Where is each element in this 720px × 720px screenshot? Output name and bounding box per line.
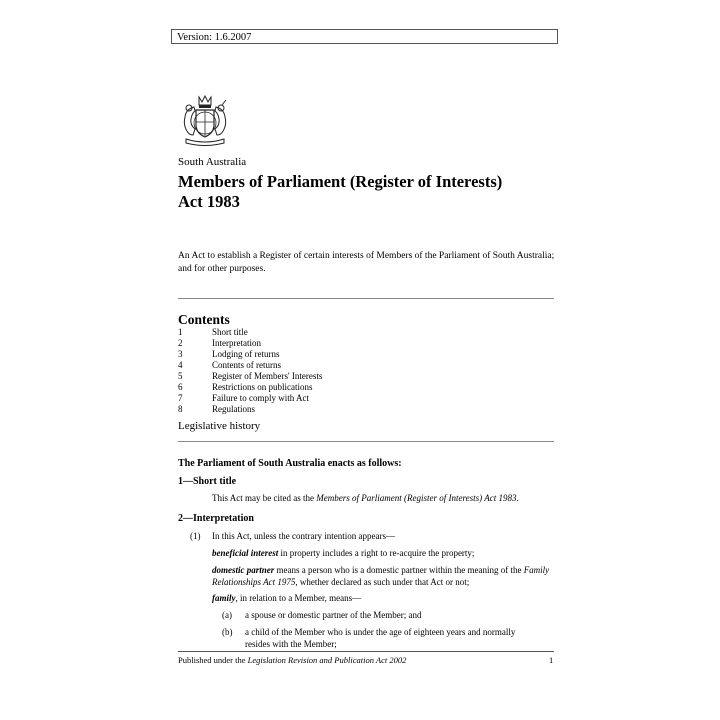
definition-beneficial-interest [212, 548, 557, 560]
definition-term: family [212, 593, 236, 603]
paragraph-b-number: (b) [222, 627, 233, 637]
enacting-formula: The Parliament of South Australia enacts as follows: [178, 458, 402, 469]
act-title-line1: Members of Parliament (Register of Interests) [178, 172, 503, 191]
toc-item[interactable] [178, 360, 478, 371]
toc-item-label: Failure to comply with Act [212, 393, 309, 403]
long-title: An Act to establish a Register of certain interests of Members of the Parliament of South Australia; and for other purposes. [178, 251, 555, 274]
section-1-heading: 1—Short title [178, 476, 237, 487]
definition-act-name: Family Relationships Act 1975 [212, 565, 550, 587]
jurisdiction: South Australia [178, 156, 247, 168]
toc-item[interactable] [178, 393, 478, 404]
toc-item-number: 7 [178, 393, 183, 403]
section-1-text [212, 493, 557, 505]
toc-item[interactable] [178, 349, 478, 360]
section-2-intro: In this Act, unless the contrary intention appears— [212, 531, 395, 541]
toc-item-label: Short title [212, 327, 248, 337]
paragraph-b-line1: a child of the Member who is under the age of eighteen years and normally [245, 627, 516, 637]
definition-text-2: , whether declared as such under that Act or not; [295, 576, 470, 587]
definition-term: domestic partner [212, 565, 275, 575]
toc-item[interactable] [178, 382, 478, 393]
definition-term: beneficial interest [212, 548, 279, 558]
version-box [171, 29, 558, 44]
paragraph-b-line2: resides with the Member; [245, 638, 337, 649]
toc-item[interactable] [178, 338, 478, 349]
toc-item-label: Regulations [212, 404, 255, 414]
contents-heading: Contents [178, 312, 230, 327]
footer-publication-note [178, 655, 406, 665]
section-1-act-name: Members of Parliament (Register of Interests) Act 1983 [316, 493, 517, 503]
toc-item-number: 3 [178, 349, 183, 359]
definition-text: , in relation to a Member, means— [235, 593, 362, 603]
footer-prefix: Published under the [178, 655, 248, 665]
section-1-text-prefix: This Act may be cited as the [212, 493, 317, 503]
toc-item-number: 6 [178, 382, 183, 392]
legislative-history-link[interactable]: Legislative history [178, 420, 261, 432]
definition-domestic-partner [212, 565, 557, 588]
toc-item-number: 1 [178, 327, 183, 337]
toc-item-label: Lodging of returns [212, 349, 280, 359]
page-number: 1 [549, 655, 554, 665]
toc-item[interactable] [178, 371, 478, 382]
toc-item-number: 5 [178, 371, 183, 381]
toc-item-label: Restrictions on publications [212, 382, 313, 392]
act-title-line2: Act 1983 [178, 192, 240, 211]
toc-item-number: 4 [178, 360, 183, 370]
table-of-contents [178, 327, 478, 415]
paragraph-a-text: a spouse or domestic partner of the Member; and [245, 610, 422, 620]
toc-item-label: Contents of returns [212, 360, 281, 370]
divider-top [178, 298, 554, 299]
toc-item-number: 8 [178, 404, 183, 414]
version-label: Version: 1.6.2007 [177, 32, 252, 43]
toc-item-number: 2 [178, 338, 183, 348]
paragraph-a-number: (a) [222, 610, 232, 620]
act-title [178, 172, 558, 212]
footer-divider [178, 651, 554, 652]
toc-item-label: Interpretation [212, 338, 261, 348]
paragraph-b-text [245, 627, 557, 650]
definition-family [212, 593, 557, 605]
toc-item[interactable] [178, 404, 478, 415]
toc-item-label: Register of Members' Interests [212, 371, 323, 381]
section-1-text-suffix: . [516, 493, 519, 503]
definition-text: means a person who is a domestic partner within the meaning of the [274, 565, 524, 575]
footer-act-name: Legislation Revision and Publication Act 2002 [247, 655, 407, 665]
coat-of-arms-icon [180, 95, 230, 147]
subsection-number: (1) [190, 531, 201, 541]
toc-item[interactable] [178, 327, 478, 338]
divider-contents [178, 441, 554, 442]
definition-text: in property includes a right to re-acquire the property; [278, 548, 475, 558]
section-2-heading: 2—Interpretation [178, 513, 254, 524]
